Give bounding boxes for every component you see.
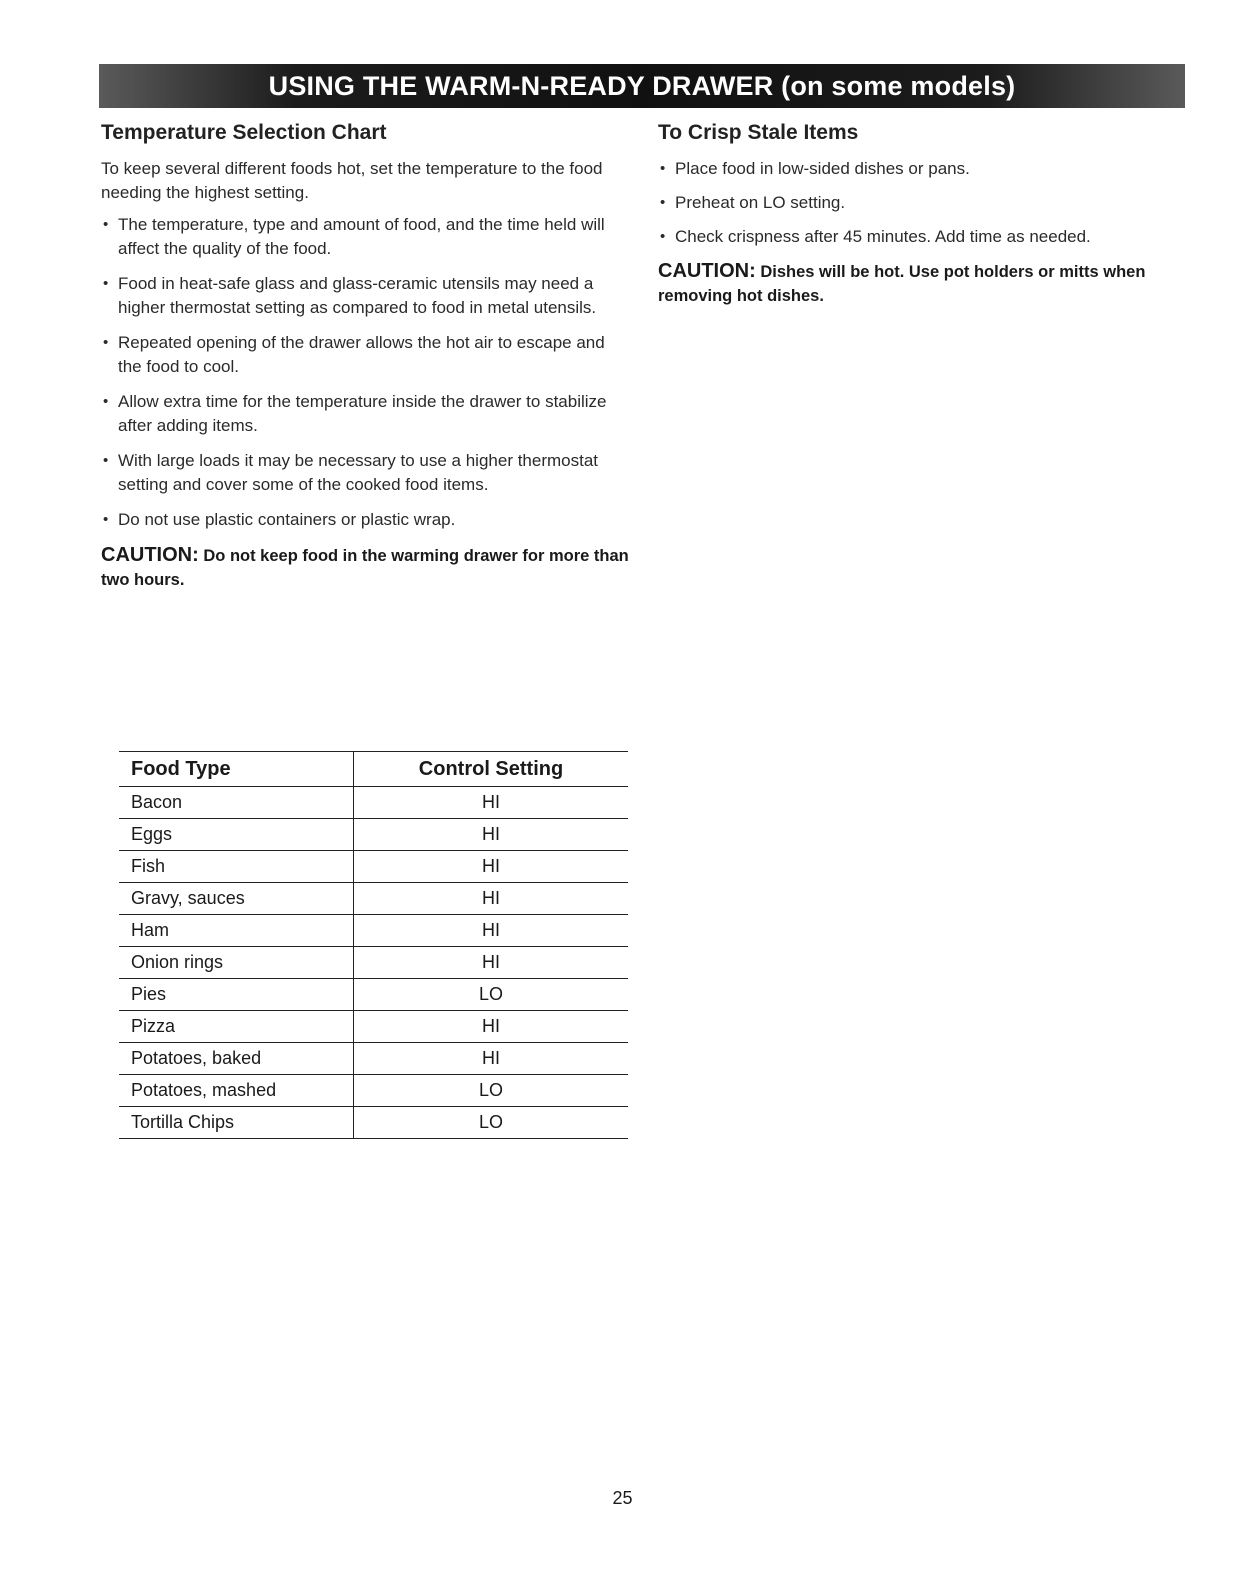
- section-banner: [99, 64, 1185, 108]
- control-setting-cell: HI: [354, 947, 629, 979]
- table-row: [119, 1075, 628, 1107]
- list-item: • Preheat on LO setting.: [658, 191, 1218, 215]
- list-item: • Food in heat-safe glass and glass-ceramic utensils may need a higher thermostat setting as compared to food in metal utensils.: [101, 272, 631, 320]
- table-row: [119, 819, 628, 851]
- table-row: [119, 915, 628, 947]
- column-header-food-type: Food Type: [119, 752, 354, 787]
- food-type-cell: Eggs: [119, 819, 354, 851]
- right-bullet-list: [658, 157, 1218, 249]
- caution-text: Do not keep food in the warming drawer for more than two hours.: [101, 547, 629, 589]
- left-column: [101, 121, 631, 592]
- food-type-cell: Pizza: [119, 1011, 354, 1043]
- food-type-cell: Potatoes, baked: [119, 1043, 354, 1075]
- control-setting-cell: HI: [354, 915, 629, 947]
- table-row: [119, 1107, 628, 1139]
- caution-text: Dishes will be hot. Use pot holders or mitts when removing hot dishes.: [658, 263, 1146, 305]
- table-row: [119, 787, 628, 819]
- banner-title: USING THE WARM-N-READY DRAWER (on some models): [268, 70, 1016, 101]
- caution-note: [101, 543, 631, 592]
- control-setting-cell: HI: [354, 851, 629, 883]
- list-item: • Do not use plastic containers or plastic wrap.: [101, 508, 631, 532]
- list-item: • Check crispness after 45 minutes. Add time as needed.: [658, 225, 1218, 249]
- food-type-cell: Ham: [119, 915, 354, 947]
- food-type-cell: Onion rings: [119, 947, 354, 979]
- control-setting-cell: HI: [354, 787, 629, 819]
- intro-paragraph: To keep several different foods hot, set the temperature to the food needing the highest setting.: [101, 159, 603, 202]
- control-setting-cell: HI: [354, 1043, 629, 1075]
- control-setting-cell: LO: [354, 979, 629, 1011]
- page-number: 25: [612, 1488, 633, 1508]
- left-bullet-list: [101, 213, 631, 532]
- temperature-chart-heading: Temperature Selection Chart: [101, 121, 387, 144]
- right-column: [658, 121, 1218, 308]
- food-type-cell: Tortilla Chips: [119, 1107, 354, 1139]
- list-item: • The temperature, type and amount of food, and the time held will affect the quality of the food.: [101, 213, 631, 261]
- table-row: [119, 851, 628, 883]
- table-row: [119, 1011, 628, 1043]
- food-type-cell: Gravy, sauces: [119, 883, 354, 915]
- table-row: [119, 947, 628, 979]
- list-item: • Place food in low-sided dishes or pans.: [658, 157, 1218, 181]
- control-setting-cell: HI: [354, 883, 629, 915]
- control-setting-cell: HI: [354, 1011, 629, 1043]
- control-setting-cell: HI: [354, 819, 629, 851]
- table-row: [119, 979, 628, 1011]
- list-item: • Allow extra time for the temperature inside the drawer to stabilize after adding items.: [101, 390, 631, 438]
- crisp-stale-heading: To Crisp Stale Items: [658, 121, 859, 144]
- food-type-cell: Pies: [119, 979, 354, 1011]
- food-type-cell: Potatoes, mashed: [119, 1075, 354, 1107]
- control-setting-cell: LO: [354, 1075, 629, 1107]
- food-type-cell: Bacon: [119, 787, 354, 819]
- food-type-cell: Fish: [119, 851, 354, 883]
- list-item: • With large loads it may be necessary to use a higher thermostat setting and cover some of the cooked food items.: [101, 449, 631, 497]
- column-header-control-setting: Control Setting: [354, 752, 629, 787]
- temperature-table: [119, 751, 628, 1139]
- caution-label: CAUTION:: [101, 544, 199, 566]
- control-setting-cell: LO: [354, 1107, 629, 1139]
- list-item: • Repeated opening of the drawer allows the hot air to escape and the food to cool.: [101, 331, 631, 379]
- table-row: [119, 1043, 628, 1075]
- caution-label: CAUTION:: [658, 260, 756, 282]
- table-header-row: [119, 752, 628, 787]
- caution-note: [658, 259, 1218, 308]
- table-row: [119, 883, 628, 915]
